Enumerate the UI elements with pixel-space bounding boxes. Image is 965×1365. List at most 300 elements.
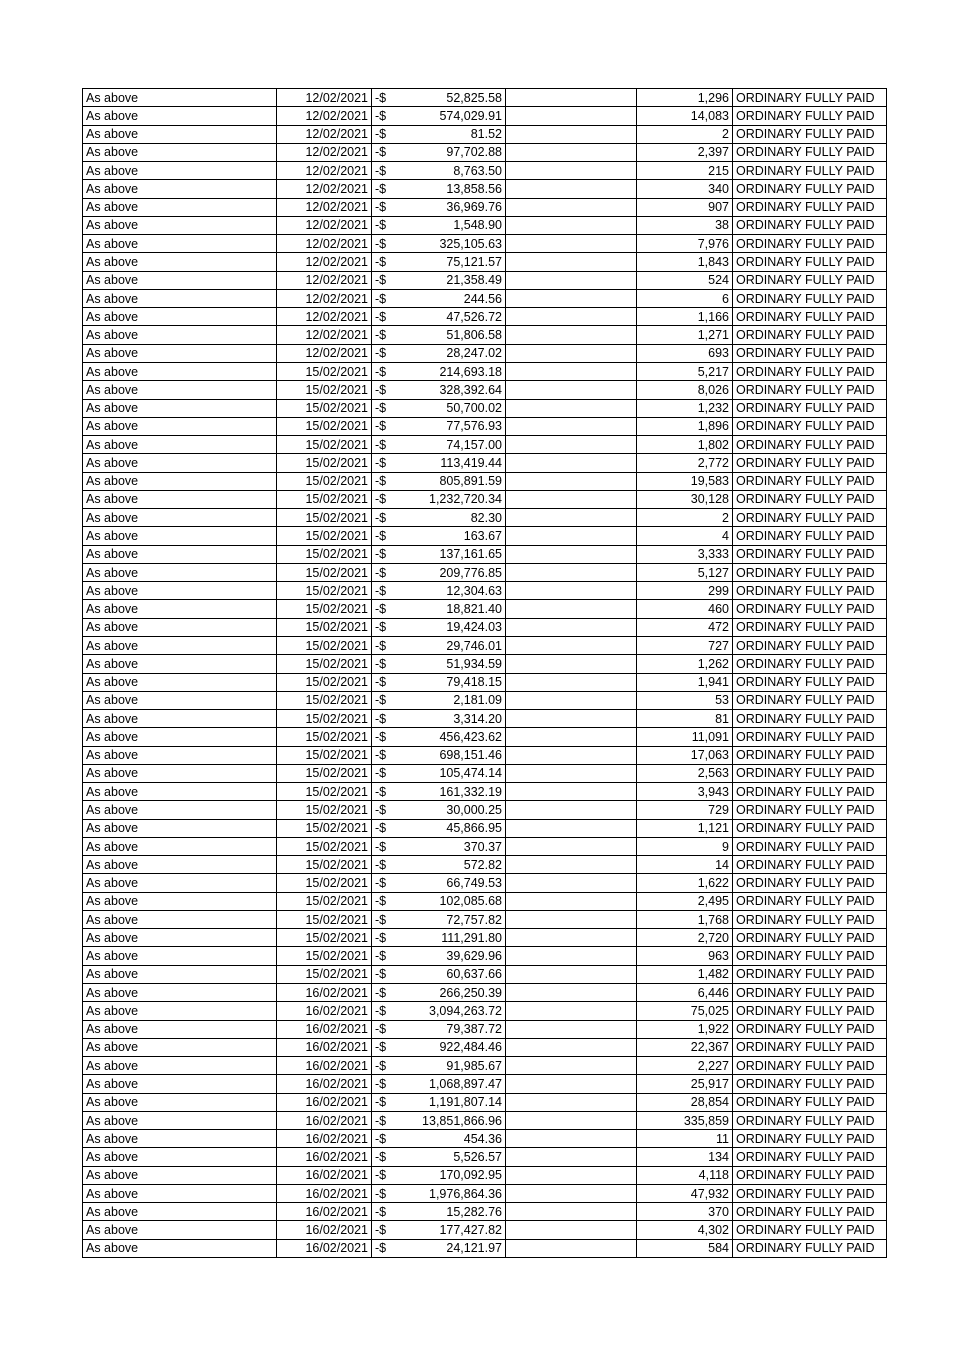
empty-cell bbox=[506, 929, 637, 947]
empty-cell bbox=[506, 947, 637, 965]
quantity-cell: 2,397 bbox=[637, 143, 733, 161]
consideration-cell: 105,474.14 bbox=[398, 764, 506, 782]
holder-name-cell: As above bbox=[83, 89, 277, 107]
table-row bbox=[83, 454, 887, 472]
security-class-cell: ORDINARY FULLY PAID bbox=[733, 801, 887, 819]
security-class-cell: ORDINARY FULLY PAID bbox=[733, 636, 887, 654]
quantity-cell: 1,922 bbox=[637, 1020, 733, 1038]
quantity-cell: 1,802 bbox=[637, 436, 733, 454]
empty-cell bbox=[506, 198, 637, 216]
holder-name-cell: As above bbox=[83, 582, 277, 600]
holder-name-cell: As above bbox=[83, 691, 277, 709]
holder-name-cell: As above bbox=[83, 874, 277, 892]
security-class-cell: ORDINARY FULLY PAID bbox=[733, 399, 887, 417]
security-class-cell: ORDINARY FULLY PAID bbox=[733, 728, 887, 746]
holder-name-cell: As above bbox=[83, 618, 277, 636]
security-class-cell: ORDINARY FULLY PAID bbox=[733, 1148, 887, 1166]
holder-name-cell: As above bbox=[83, 1002, 277, 1020]
currency-sign-cell: -$ bbox=[372, 1221, 399, 1239]
security-class-cell: ORDINARY FULLY PAID bbox=[733, 381, 887, 399]
holder-name-cell: As above bbox=[83, 362, 277, 380]
security-class-cell: ORDINARY FULLY PAID bbox=[733, 235, 887, 253]
security-class-cell: ORDINARY FULLY PAID bbox=[733, 454, 887, 472]
table-row bbox=[83, 162, 887, 180]
table-row bbox=[83, 1111, 887, 1129]
security-class-cell: ORDINARY FULLY PAID bbox=[733, 436, 887, 454]
table-row bbox=[83, 271, 887, 289]
security-class-cell: ORDINARY FULLY PAID bbox=[733, 198, 887, 216]
quantity-cell: 2,563 bbox=[637, 764, 733, 782]
consideration-cell: 209,776.85 bbox=[398, 563, 506, 581]
quantity-cell: 335,859 bbox=[637, 1111, 733, 1129]
trade-date-cell: 15/02/2021 bbox=[277, 399, 372, 417]
empty-cell bbox=[506, 563, 637, 581]
security-class-cell: ORDINARY FULLY PAID bbox=[733, 984, 887, 1002]
quantity-cell: 4,118 bbox=[637, 1166, 733, 1184]
quantity-cell: 1,843 bbox=[637, 253, 733, 271]
quantity-cell: 14,083 bbox=[637, 107, 733, 125]
holder-name-cell: As above bbox=[83, 965, 277, 983]
consideration-cell: 137,161.65 bbox=[398, 545, 506, 563]
trade-date-cell: 12/02/2021 bbox=[277, 308, 372, 326]
empty-cell bbox=[506, 856, 637, 874]
empty-cell bbox=[506, 509, 637, 527]
security-class-cell: ORDINARY FULLY PAID bbox=[733, 746, 887, 764]
table-row bbox=[83, 636, 887, 654]
quantity-cell: 584 bbox=[637, 1239, 733, 1257]
empty-cell bbox=[506, 1203, 637, 1221]
holder-name-cell: As above bbox=[83, 399, 277, 417]
empty-cell bbox=[506, 253, 637, 271]
currency-sign-cell: -$ bbox=[372, 89, 399, 107]
empty-cell bbox=[506, 436, 637, 454]
trade-date-cell: 15/02/2021 bbox=[277, 746, 372, 764]
currency-sign-cell: -$ bbox=[372, 1239, 399, 1257]
security-class-cell: ORDINARY FULLY PAID bbox=[733, 417, 887, 435]
empty-cell bbox=[506, 362, 637, 380]
quantity-cell: 3,943 bbox=[637, 783, 733, 801]
trade-date-cell: 15/02/2021 bbox=[277, 728, 372, 746]
empty-cell bbox=[506, 783, 637, 801]
trade-date-cell: 16/02/2021 bbox=[277, 1166, 372, 1184]
holder-name-cell: As above bbox=[83, 856, 277, 874]
currency-sign-cell: -$ bbox=[372, 235, 399, 253]
quantity-cell: 6,446 bbox=[637, 984, 733, 1002]
quantity-cell: 524 bbox=[637, 271, 733, 289]
quantity-cell: 25,917 bbox=[637, 1075, 733, 1093]
consideration-cell: 60,637.66 bbox=[398, 965, 506, 983]
trade-date-cell: 15/02/2021 bbox=[277, 600, 372, 618]
holder-name-cell: As above bbox=[83, 381, 277, 399]
quantity-cell: 907 bbox=[637, 198, 733, 216]
table-row bbox=[83, 801, 887, 819]
security-class-cell: ORDINARY FULLY PAID bbox=[733, 472, 887, 490]
empty-cell bbox=[506, 1111, 637, 1129]
currency-sign-cell: -$ bbox=[372, 198, 399, 216]
security-class-cell: ORDINARY FULLY PAID bbox=[733, 125, 887, 143]
holder-name-cell: As above bbox=[83, 143, 277, 161]
table-row bbox=[83, 764, 887, 782]
security-class-cell: ORDINARY FULLY PAID bbox=[733, 783, 887, 801]
table-row bbox=[83, 1148, 887, 1166]
trade-date-cell: 12/02/2021 bbox=[277, 289, 372, 307]
consideration-cell: 91,985.67 bbox=[398, 1057, 506, 1075]
quantity-cell: 2 bbox=[637, 509, 733, 527]
holder-name-cell: As above bbox=[83, 216, 277, 234]
consideration-cell: 66,749.53 bbox=[398, 874, 506, 892]
security-class-cell: ORDINARY FULLY PAID bbox=[733, 271, 887, 289]
trade-date-cell: 15/02/2021 bbox=[277, 764, 372, 782]
holder-name-cell: As above bbox=[83, 344, 277, 362]
security-class-cell: ORDINARY FULLY PAID bbox=[733, 545, 887, 563]
quantity-cell: 11 bbox=[637, 1130, 733, 1148]
quantity-cell: 460 bbox=[637, 600, 733, 618]
holder-name-cell: As above bbox=[83, 929, 277, 947]
currency-sign-cell: -$ bbox=[372, 892, 399, 910]
empty-cell bbox=[506, 728, 637, 746]
trade-date-cell: 16/02/2021 bbox=[277, 1184, 372, 1202]
holder-name-cell: As above bbox=[83, 801, 277, 819]
trade-date-cell: 15/02/2021 bbox=[277, 892, 372, 910]
empty-cell bbox=[506, 308, 637, 326]
currency-sign-cell: -$ bbox=[372, 509, 399, 527]
holder-name-cell: As above bbox=[83, 819, 277, 837]
table-row bbox=[83, 490, 887, 508]
trade-date-cell: 15/02/2021 bbox=[277, 509, 372, 527]
empty-cell bbox=[506, 892, 637, 910]
currency-sign-cell: -$ bbox=[372, 783, 399, 801]
consideration-cell: 574,029.91 bbox=[398, 107, 506, 125]
empty-cell bbox=[506, 691, 637, 709]
table-row bbox=[83, 618, 887, 636]
consideration-cell: 370.37 bbox=[398, 837, 506, 855]
table-row bbox=[83, 235, 887, 253]
table-row bbox=[83, 308, 887, 326]
trade-date-cell: 12/02/2021 bbox=[277, 235, 372, 253]
currency-sign-cell: -$ bbox=[372, 1111, 399, 1129]
trade-date-cell: 16/02/2021 bbox=[277, 1075, 372, 1093]
consideration-cell: 214,693.18 bbox=[398, 362, 506, 380]
security-class-cell: ORDINARY FULLY PAID bbox=[733, 509, 887, 527]
currency-sign-cell: -$ bbox=[372, 618, 399, 636]
table-row bbox=[83, 984, 887, 1002]
holder-name-cell: As above bbox=[83, 1075, 277, 1093]
empty-cell bbox=[506, 1057, 637, 1075]
table-row bbox=[83, 180, 887, 198]
table-row bbox=[83, 929, 887, 947]
table-row bbox=[83, 947, 887, 965]
quantity-cell: 5,217 bbox=[637, 362, 733, 380]
table-row bbox=[83, 381, 887, 399]
table-row bbox=[83, 143, 887, 161]
consideration-cell: 328,392.64 bbox=[398, 381, 506, 399]
currency-sign-cell: -$ bbox=[372, 545, 399, 563]
table-row bbox=[83, 728, 887, 746]
quantity-cell: 38 bbox=[637, 216, 733, 234]
trade-date-cell: 15/02/2021 bbox=[277, 801, 372, 819]
consideration-cell: 51,806.58 bbox=[398, 326, 506, 344]
holder-name-cell: As above bbox=[83, 1020, 277, 1038]
holder-name-cell: As above bbox=[83, 655, 277, 673]
empty-cell bbox=[506, 819, 637, 837]
consideration-cell: 922,484.46 bbox=[398, 1038, 506, 1056]
consideration-cell: 113,419.44 bbox=[398, 454, 506, 472]
table-row bbox=[83, 472, 887, 490]
consideration-cell: 102,085.68 bbox=[398, 892, 506, 910]
trade-date-cell: 15/02/2021 bbox=[277, 710, 372, 728]
trade-date-cell: 12/02/2021 bbox=[277, 198, 372, 216]
empty-cell bbox=[506, 1221, 637, 1239]
currency-sign-cell: -$ bbox=[372, 344, 399, 362]
trade-date-cell: 16/02/2021 bbox=[277, 1203, 372, 1221]
consideration-cell: 47,526.72 bbox=[398, 308, 506, 326]
security-class-cell: ORDINARY FULLY PAID bbox=[733, 673, 887, 691]
trade-date-cell: 15/02/2021 bbox=[277, 436, 372, 454]
table-row bbox=[83, 545, 887, 563]
security-class-cell: ORDINARY FULLY PAID bbox=[733, 856, 887, 874]
currency-sign-cell: -$ bbox=[372, 472, 399, 490]
trade-date-cell: 16/02/2021 bbox=[277, 1221, 372, 1239]
security-class-cell: ORDINARY FULLY PAID bbox=[733, 308, 887, 326]
table-row bbox=[83, 892, 887, 910]
empty-cell bbox=[506, 472, 637, 490]
holder-name-cell: As above bbox=[83, 490, 277, 508]
currency-sign-cell: -$ bbox=[372, 1184, 399, 1202]
empty-cell bbox=[506, 655, 637, 673]
trade-date-cell: 15/02/2021 bbox=[277, 856, 372, 874]
consideration-cell: 82.30 bbox=[398, 509, 506, 527]
empty-cell bbox=[506, 235, 637, 253]
empty-cell bbox=[506, 125, 637, 143]
table-row bbox=[83, 326, 887, 344]
table-row bbox=[83, 600, 887, 618]
table-row bbox=[83, 417, 887, 435]
consideration-cell: 30,000.25 bbox=[398, 801, 506, 819]
currency-sign-cell: -$ bbox=[372, 326, 399, 344]
security-class-cell: ORDINARY FULLY PAID bbox=[733, 1057, 887, 1075]
security-class-cell: ORDINARY FULLY PAID bbox=[733, 691, 887, 709]
table-row bbox=[83, 563, 887, 581]
empty-cell bbox=[506, 490, 637, 508]
quantity-cell: 1,896 bbox=[637, 417, 733, 435]
security-class-cell: ORDINARY FULLY PAID bbox=[733, 143, 887, 161]
security-class-cell: ORDINARY FULLY PAID bbox=[733, 1221, 887, 1239]
table-row bbox=[83, 107, 887, 125]
trade-date-cell: 15/02/2021 bbox=[277, 819, 372, 837]
trade-date-cell: 16/02/2021 bbox=[277, 1020, 372, 1038]
holder-name-cell: As above bbox=[83, 417, 277, 435]
table-row bbox=[83, 216, 887, 234]
security-class-cell: ORDINARY FULLY PAID bbox=[733, 618, 887, 636]
table-row bbox=[83, 746, 887, 764]
currency-sign-cell: -$ bbox=[372, 856, 399, 874]
currency-sign-cell: -$ bbox=[372, 362, 399, 380]
trade-date-cell: 15/02/2021 bbox=[277, 874, 372, 892]
quantity-cell: 2,772 bbox=[637, 454, 733, 472]
currency-sign-cell: -$ bbox=[372, 801, 399, 819]
quantity-cell: 7,976 bbox=[637, 235, 733, 253]
quantity-cell: 727 bbox=[637, 636, 733, 654]
security-class-cell: ORDINARY FULLY PAID bbox=[733, 600, 887, 618]
trade-date-cell: 15/02/2021 bbox=[277, 691, 372, 709]
empty-cell bbox=[506, 381, 637, 399]
table-row bbox=[83, 856, 887, 874]
quantity-cell: 1,768 bbox=[637, 910, 733, 928]
trade-date-cell: 12/02/2021 bbox=[277, 216, 372, 234]
consideration-cell: 50,700.02 bbox=[398, 399, 506, 417]
currency-sign-cell: -$ bbox=[372, 929, 399, 947]
trade-date-cell: 15/02/2021 bbox=[277, 929, 372, 947]
currency-sign-cell: -$ bbox=[372, 271, 399, 289]
currency-sign-cell: -$ bbox=[372, 1148, 399, 1166]
table-row bbox=[83, 691, 887, 709]
empty-cell bbox=[506, 1075, 637, 1093]
consideration-cell: 13,858.56 bbox=[398, 180, 506, 198]
consideration-cell: 177,427.82 bbox=[398, 1221, 506, 1239]
consideration-cell: 161,332.19 bbox=[398, 783, 506, 801]
empty-cell bbox=[506, 618, 637, 636]
holder-name-cell: As above bbox=[83, 728, 277, 746]
consideration-cell: 77,576.93 bbox=[398, 417, 506, 435]
holder-name-cell: As above bbox=[83, 746, 277, 764]
empty-cell bbox=[506, 399, 637, 417]
currency-sign-cell: -$ bbox=[372, 1130, 399, 1148]
consideration-cell: 454.36 bbox=[398, 1130, 506, 1148]
consideration-cell: 81.52 bbox=[398, 125, 506, 143]
security-class-cell: ORDINARY FULLY PAID bbox=[733, 1038, 887, 1056]
consideration-cell: 170,092.95 bbox=[398, 1166, 506, 1184]
table-row bbox=[83, 1221, 887, 1239]
table-row bbox=[83, 1057, 887, 1075]
quantity-cell: 6 bbox=[637, 289, 733, 307]
security-class-cell: ORDINARY FULLY PAID bbox=[733, 289, 887, 307]
security-class-cell: ORDINARY FULLY PAID bbox=[733, 947, 887, 965]
currency-sign-cell: -$ bbox=[372, 600, 399, 618]
holder-name-cell: As above bbox=[83, 1166, 277, 1184]
empty-cell bbox=[506, 764, 637, 782]
holder-name-cell: As above bbox=[83, 1057, 277, 1075]
empty-cell bbox=[506, 326, 637, 344]
currency-sign-cell: -$ bbox=[372, 1002, 399, 1020]
security-class-cell: ORDINARY FULLY PAID bbox=[733, 490, 887, 508]
holder-name-cell: As above bbox=[83, 454, 277, 472]
empty-cell bbox=[506, 636, 637, 654]
security-class-cell: ORDINARY FULLY PAID bbox=[733, 1239, 887, 1257]
trade-date-cell: 15/02/2021 bbox=[277, 947, 372, 965]
security-class-cell: ORDINARY FULLY PAID bbox=[733, 527, 887, 545]
security-class-cell: ORDINARY FULLY PAID bbox=[733, 710, 887, 728]
currency-sign-cell: -$ bbox=[372, 965, 399, 983]
empty-cell bbox=[506, 910, 637, 928]
currency-sign-cell: -$ bbox=[372, 490, 399, 508]
holder-name-cell: As above bbox=[83, 1221, 277, 1239]
empty-cell bbox=[506, 545, 637, 563]
currency-sign-cell: -$ bbox=[372, 125, 399, 143]
currency-sign-cell: -$ bbox=[372, 819, 399, 837]
consideration-cell: 12,304.63 bbox=[398, 582, 506, 600]
consideration-cell: 111,291.80 bbox=[398, 929, 506, 947]
table-row bbox=[83, 655, 887, 673]
table-row bbox=[83, 1020, 887, 1038]
consideration-cell: 24,121.97 bbox=[398, 1239, 506, 1257]
trade-date-cell: 15/02/2021 bbox=[277, 636, 372, 654]
security-class-cell: ORDINARY FULLY PAID bbox=[733, 1093, 887, 1111]
trade-date-cell: 16/02/2021 bbox=[277, 1093, 372, 1111]
currency-sign-cell: -$ bbox=[372, 874, 399, 892]
empty-cell bbox=[506, 143, 637, 161]
table-row bbox=[83, 1166, 887, 1184]
table-row bbox=[83, 1093, 887, 1111]
holder-name-cell: As above bbox=[83, 1130, 277, 1148]
currency-sign-cell: -$ bbox=[372, 1075, 399, 1093]
empty-cell bbox=[506, 965, 637, 983]
currency-sign-cell: -$ bbox=[372, 764, 399, 782]
holder-name-cell: As above bbox=[83, 837, 277, 855]
currency-sign-cell: -$ bbox=[372, 1203, 399, 1221]
quantity-cell: 1,232 bbox=[637, 399, 733, 417]
trade-date-cell: 15/02/2021 bbox=[277, 454, 372, 472]
table-row bbox=[83, 710, 887, 728]
trade-date-cell: 12/02/2021 bbox=[277, 89, 372, 107]
holder-name-cell: As above bbox=[83, 673, 277, 691]
security-class-cell: ORDINARY FULLY PAID bbox=[733, 892, 887, 910]
holder-name-cell: As above bbox=[83, 1111, 277, 1129]
quantity-cell: 1,166 bbox=[637, 308, 733, 326]
quantity-cell: 75,025 bbox=[637, 1002, 733, 1020]
currency-sign-cell: -$ bbox=[372, 1057, 399, 1075]
holder-name-cell: As above bbox=[83, 271, 277, 289]
table-row bbox=[83, 965, 887, 983]
consideration-cell: 97,702.88 bbox=[398, 143, 506, 161]
table-row bbox=[83, 344, 887, 362]
consideration-cell: 36,969.76 bbox=[398, 198, 506, 216]
security-class-cell: ORDINARY FULLY PAID bbox=[733, 1075, 887, 1093]
security-class-cell: ORDINARY FULLY PAID bbox=[733, 216, 887, 234]
consideration-cell: 51,934.59 bbox=[398, 655, 506, 673]
quantity-cell: 2,495 bbox=[637, 892, 733, 910]
currency-sign-cell: -$ bbox=[372, 673, 399, 691]
consideration-cell: 698,151.46 bbox=[398, 746, 506, 764]
security-class-cell: ORDINARY FULLY PAID bbox=[733, 89, 887, 107]
trade-date-cell: 15/02/2021 bbox=[277, 490, 372, 508]
currency-sign-cell: -$ bbox=[372, 728, 399, 746]
quantity-cell: 14 bbox=[637, 856, 733, 874]
holder-name-cell: As above bbox=[83, 636, 277, 654]
trade-date-cell: 15/02/2021 bbox=[277, 837, 372, 855]
trade-date-cell: 15/02/2021 bbox=[277, 673, 372, 691]
holder-name-cell: As above bbox=[83, 289, 277, 307]
quantity-cell: 1,121 bbox=[637, 819, 733, 837]
consideration-cell: 39,629.96 bbox=[398, 947, 506, 965]
table-row bbox=[83, 89, 887, 107]
currency-sign-cell: -$ bbox=[372, 636, 399, 654]
consideration-cell: 5,526.57 bbox=[398, 1148, 506, 1166]
table-row bbox=[83, 1075, 887, 1093]
quantity-cell: 8,026 bbox=[637, 381, 733, 399]
consideration-cell: 325,105.63 bbox=[398, 235, 506, 253]
quantity-cell: 729 bbox=[637, 801, 733, 819]
table-row bbox=[83, 399, 887, 417]
security-class-cell: ORDINARY FULLY PAID bbox=[733, 874, 887, 892]
empty-cell bbox=[506, 454, 637, 472]
quantity-cell: 693 bbox=[637, 344, 733, 362]
quantity-cell: 1,271 bbox=[637, 326, 733, 344]
table-row bbox=[83, 509, 887, 527]
quantity-cell: 299 bbox=[637, 582, 733, 600]
security-class-cell: ORDINARY FULLY PAID bbox=[733, 910, 887, 928]
holder-name-cell: As above bbox=[83, 162, 277, 180]
quantity-cell: 1,262 bbox=[637, 655, 733, 673]
